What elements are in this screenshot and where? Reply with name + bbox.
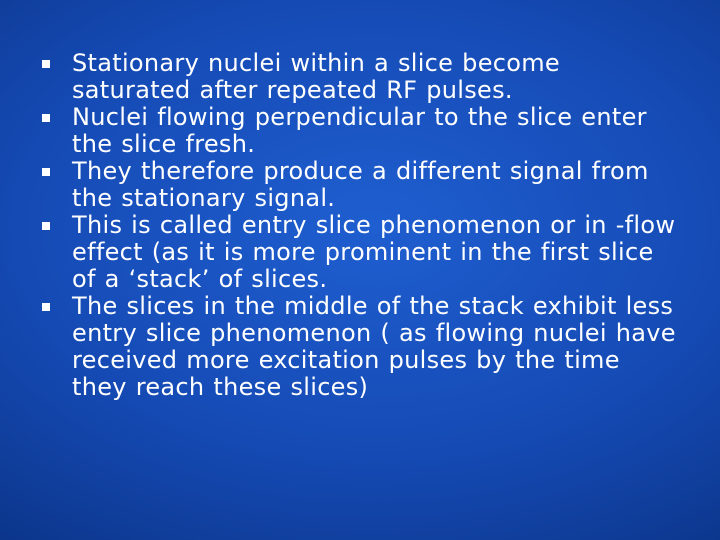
square-bullet-icon bbox=[42, 303, 50, 311]
square-bullet-icon bbox=[42, 168, 50, 176]
square-bullet-icon bbox=[42, 114, 50, 122]
bullet-item-3 bbox=[40, 158, 680, 212]
bullet-item-5 bbox=[40, 293, 680, 401]
bullet-item-1 bbox=[40, 50, 680, 104]
square-bullet-icon bbox=[42, 222, 50, 230]
square-bullet-icon bbox=[42, 60, 50, 68]
bullet-text-3: They therefore produce a different signal from the stationary signal. bbox=[72, 157, 649, 212]
bullet-text-5: The slices in the middle of the stack exhibit less entry slice phenomenon ( as flowing nuclei have received more excitation pulses by the time they reach these slices) bbox=[72, 292, 676, 401]
bullet-item-2 bbox=[40, 104, 680, 158]
bullet-list bbox=[40, 50, 680, 401]
bullet-item-4 bbox=[40, 212, 680, 293]
bullet-text-4: This is called entry slice phenomenon or in -flow effect (as it is more prominent in the first slice of a ‘stack’ of slices. bbox=[72, 211, 676, 293]
bullet-text-2: Nuclei flowing perpendicular to the slice enter the slice fresh. bbox=[72, 103, 647, 158]
bullet-text-1: Stationary nuclei within a slice become saturated after repeated RF pulses. bbox=[72, 49, 560, 104]
